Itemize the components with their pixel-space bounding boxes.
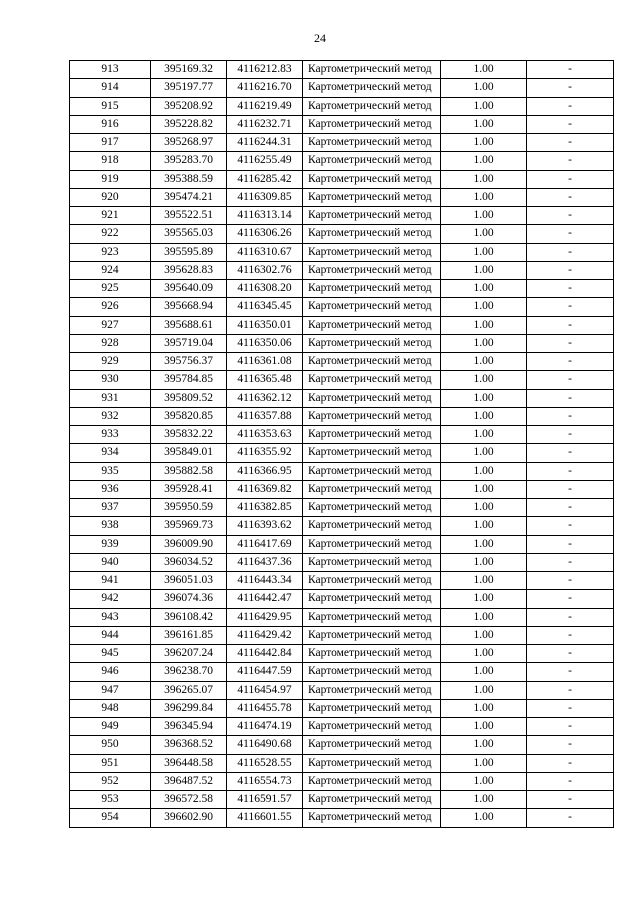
x-coordinate-cell: 396108.42 — [151, 608, 227, 626]
y-coordinate-cell: 4116365.48 — [227, 371, 303, 389]
x-coordinate-cell: 395820.85 — [151, 407, 227, 425]
table-row — [70, 389, 614, 407]
accuracy-cell: 1.00 — [441, 97, 527, 115]
y-coordinate-cell: 4116454.97 — [227, 681, 303, 699]
x-coordinate-cell: 395849.01 — [151, 444, 227, 462]
formula-cell: - — [527, 572, 614, 590]
point-number-cell: 949 — [70, 718, 151, 736]
formula-cell: - — [527, 681, 614, 699]
table-row — [70, 699, 614, 717]
point-number-cell: 931 — [70, 389, 151, 407]
y-coordinate-cell: 4116285.42 — [227, 170, 303, 188]
accuracy-cell: 1.00 — [441, 134, 527, 152]
x-coordinate-cell: 396265.07 — [151, 681, 227, 699]
point-number-cell: 951 — [70, 754, 151, 772]
x-coordinate-cell: 395969.73 — [151, 517, 227, 535]
accuracy-cell: 1.00 — [441, 316, 527, 334]
accuracy-cell: 1.00 — [441, 280, 527, 298]
method-cell: Картометрический метод — [303, 389, 441, 407]
y-coordinate-cell: 4116362.12 — [227, 389, 303, 407]
formula-cell: - — [527, 389, 614, 407]
y-coordinate-cell: 4116417.69 — [227, 535, 303, 553]
method-cell: Картометрический метод — [303, 809, 441, 827]
point-number-cell: 937 — [70, 499, 151, 517]
formula-cell: - — [527, 590, 614, 608]
formula-cell: - — [527, 97, 614, 115]
accuracy-cell: 1.00 — [441, 572, 527, 590]
method-cell: Картометрический метод — [303, 754, 441, 772]
point-number-cell: 936 — [70, 480, 151, 498]
formula-cell: - — [527, 407, 614, 425]
point-number-cell: 913 — [70, 61, 151, 79]
formula-cell: - — [527, 645, 614, 663]
x-coordinate-cell: 396448.58 — [151, 754, 227, 772]
table-row — [70, 188, 614, 206]
accuracy-cell: 1.00 — [441, 225, 527, 243]
method-cell: Картометрический метод — [303, 353, 441, 371]
x-coordinate-cell: 396238.70 — [151, 663, 227, 681]
table-row — [70, 809, 614, 827]
table-row — [70, 517, 614, 535]
accuracy-cell: 1.00 — [441, 608, 527, 626]
table-row — [70, 718, 614, 736]
method-cell: Картометрический метод — [303, 280, 441, 298]
y-coordinate-cell: 4116442.84 — [227, 645, 303, 663]
x-coordinate-cell: 396207.24 — [151, 645, 227, 663]
formula-cell: - — [527, 699, 614, 717]
table-row — [70, 334, 614, 352]
x-coordinate-cell: 395208.92 — [151, 97, 227, 115]
table-row — [70, 115, 614, 133]
x-coordinate-cell: 395928.41 — [151, 480, 227, 498]
x-coordinate-cell: 396161.85 — [151, 626, 227, 644]
table-row — [70, 426, 614, 444]
formula-cell: - — [527, 334, 614, 352]
accuracy-cell: 1.00 — [441, 353, 527, 371]
x-coordinate-cell: 395688.61 — [151, 316, 227, 334]
x-coordinate-cell: 395197.77 — [151, 79, 227, 97]
method-cell: Картометрический метод — [303, 243, 441, 261]
formula-cell: - — [527, 261, 614, 279]
table-row — [70, 280, 614, 298]
x-coordinate-cell: 396051.03 — [151, 572, 227, 590]
y-coordinate-cell: 4116308.20 — [227, 280, 303, 298]
method-cell: Картометрический метод — [303, 188, 441, 206]
accuracy-cell: 1.00 — [441, 535, 527, 553]
x-coordinate-cell: 395668.94 — [151, 298, 227, 316]
table-row — [70, 79, 614, 97]
point-number-cell: 952 — [70, 772, 151, 790]
table-row — [70, 371, 614, 389]
table-row — [70, 353, 614, 371]
y-coordinate-cell: 4116212.83 — [227, 61, 303, 79]
point-number-cell: 943 — [70, 608, 151, 626]
accuracy-cell: 1.00 — [441, 115, 527, 133]
method-cell: Картометрический метод — [303, 444, 441, 462]
x-coordinate-cell: 395388.59 — [151, 170, 227, 188]
table-row — [70, 298, 614, 316]
x-coordinate-cell: 396299.84 — [151, 699, 227, 717]
table-row — [70, 152, 614, 170]
formula-cell: - — [527, 170, 614, 188]
accuracy-cell: 1.00 — [441, 407, 527, 425]
method-cell: Картометрический метод — [303, 316, 441, 334]
method-cell: Картометрический метод — [303, 736, 441, 754]
accuracy-cell: 1.00 — [441, 699, 527, 717]
table-row — [70, 61, 614, 79]
accuracy-cell: 1.00 — [441, 809, 527, 827]
y-coordinate-cell: 4116361.08 — [227, 353, 303, 371]
point-number-cell: 954 — [70, 809, 151, 827]
point-number-cell: 933 — [70, 426, 151, 444]
formula-cell: - — [527, 152, 614, 170]
point-number-cell: 939 — [70, 535, 151, 553]
table-row — [70, 207, 614, 225]
x-coordinate-cell: 395228.82 — [151, 115, 227, 133]
point-number-cell: 946 — [70, 663, 151, 681]
table-row — [70, 170, 614, 188]
table-row — [70, 572, 614, 590]
y-coordinate-cell: 4116353.63 — [227, 426, 303, 444]
method-cell: Картометрический метод — [303, 298, 441, 316]
accuracy-cell: 1.00 — [441, 462, 527, 480]
accuracy-cell: 1.00 — [441, 61, 527, 79]
point-number-cell: 932 — [70, 407, 151, 425]
x-coordinate-cell: 396572.58 — [151, 791, 227, 809]
method-cell: Картометрический метод — [303, 97, 441, 115]
table-row — [70, 663, 614, 681]
point-number-cell: 918 — [70, 152, 151, 170]
accuracy-cell: 1.00 — [441, 517, 527, 535]
accuracy-cell: 1.00 — [441, 207, 527, 225]
table-row — [70, 681, 614, 699]
y-coordinate-cell: 4116528.55 — [227, 754, 303, 772]
table-row — [70, 134, 614, 152]
x-coordinate-cell: 395283.70 — [151, 152, 227, 170]
formula-cell: - — [527, 517, 614, 535]
table-row — [70, 736, 614, 754]
formula-cell: - — [527, 499, 614, 517]
y-coordinate-cell: 4116442.47 — [227, 590, 303, 608]
accuracy-cell: 1.00 — [441, 791, 527, 809]
x-coordinate-cell: 395628.83 — [151, 261, 227, 279]
x-coordinate-cell: 395565.03 — [151, 225, 227, 243]
y-coordinate-cell: 4116369.82 — [227, 480, 303, 498]
method-cell: Картометрический метод — [303, 553, 441, 571]
formula-cell: - — [527, 553, 614, 571]
accuracy-cell: 1.00 — [441, 334, 527, 352]
point-number-cell: 947 — [70, 681, 151, 699]
method-cell: Картометрический метод — [303, 572, 441, 590]
y-coordinate-cell: 4116474.19 — [227, 718, 303, 736]
y-coordinate-cell: 4116382.85 — [227, 499, 303, 517]
y-coordinate-cell: 4116366.95 — [227, 462, 303, 480]
point-number-cell: 923 — [70, 243, 151, 261]
table-row — [70, 608, 614, 626]
method-cell: Картометрический метод — [303, 371, 441, 389]
table-row — [70, 480, 614, 498]
point-number-cell: 920 — [70, 188, 151, 206]
y-coordinate-cell: 4116490.68 — [227, 736, 303, 754]
point-number-cell: 945 — [70, 645, 151, 663]
point-number-cell: 948 — [70, 699, 151, 717]
formula-cell: - — [527, 225, 614, 243]
y-coordinate-cell: 4116310.67 — [227, 243, 303, 261]
y-coordinate-cell: 4116306.26 — [227, 225, 303, 243]
accuracy-cell: 1.00 — [441, 772, 527, 790]
y-coordinate-cell: 4116313.14 — [227, 207, 303, 225]
point-number-cell: 921 — [70, 207, 151, 225]
point-number-cell: 950 — [70, 736, 151, 754]
point-number-cell: 940 — [70, 553, 151, 571]
table-row — [70, 754, 614, 772]
method-cell: Картометрический метод — [303, 225, 441, 243]
formula-cell: - — [527, 207, 614, 225]
formula-cell: - — [527, 480, 614, 498]
formula-cell: - — [527, 736, 614, 754]
method-cell: Картометрический метод — [303, 79, 441, 97]
x-coordinate-cell: 395809.52 — [151, 389, 227, 407]
point-number-cell: 930 — [70, 371, 151, 389]
point-number-cell: 919 — [70, 170, 151, 188]
table-row — [70, 444, 614, 462]
table-row — [70, 626, 614, 644]
point-number-cell: 938 — [70, 517, 151, 535]
method-cell: Картометрический метод — [303, 590, 441, 608]
accuracy-cell: 1.00 — [441, 243, 527, 261]
formula-cell: - — [527, 353, 614, 371]
method-cell: Картометрический метод — [303, 499, 441, 517]
method-cell: Картометрический метод — [303, 207, 441, 225]
point-number-cell: 917 — [70, 134, 151, 152]
y-coordinate-cell: 4116355.92 — [227, 444, 303, 462]
accuracy-cell: 1.00 — [441, 590, 527, 608]
y-coordinate-cell: 4116437.36 — [227, 553, 303, 571]
table-row — [70, 535, 614, 553]
formula-cell: - — [527, 61, 614, 79]
point-number-cell: 929 — [70, 353, 151, 371]
accuracy-cell: 1.00 — [441, 371, 527, 389]
method-cell: Картометрический метод — [303, 407, 441, 425]
point-number-cell: 916 — [70, 115, 151, 133]
point-number-cell: 924 — [70, 261, 151, 279]
table-row — [70, 645, 614, 663]
table-row — [70, 407, 614, 425]
point-number-cell: 926 — [70, 298, 151, 316]
x-coordinate-cell: 395640.09 — [151, 280, 227, 298]
y-coordinate-cell: 4116554.73 — [227, 772, 303, 790]
accuracy-cell: 1.00 — [441, 188, 527, 206]
x-coordinate-cell: 395784.85 — [151, 371, 227, 389]
y-coordinate-cell: 4116357.88 — [227, 407, 303, 425]
method-cell: Картометрический метод — [303, 517, 441, 535]
accuracy-cell: 1.00 — [441, 152, 527, 170]
method-cell: Картометрический метод — [303, 261, 441, 279]
x-coordinate-cell: 395169.32 — [151, 61, 227, 79]
accuracy-cell: 1.00 — [441, 261, 527, 279]
x-coordinate-cell: 396368.52 — [151, 736, 227, 754]
table-row — [70, 791, 614, 809]
method-cell: Картометрический метод — [303, 663, 441, 681]
table-row — [70, 261, 614, 279]
method-cell: Картометрический метод — [303, 681, 441, 699]
formula-cell: - — [527, 298, 614, 316]
formula-cell: - — [527, 718, 614, 736]
accuracy-cell: 1.00 — [441, 736, 527, 754]
x-coordinate-cell: 396345.94 — [151, 718, 227, 736]
y-coordinate-cell: 4116309.85 — [227, 188, 303, 206]
y-coordinate-cell: 4116455.78 — [227, 699, 303, 717]
formula-cell: - — [527, 535, 614, 553]
point-number-cell: 927 — [70, 316, 151, 334]
formula-cell: - — [527, 444, 614, 462]
point-number-cell: 925 — [70, 280, 151, 298]
accuracy-cell: 1.00 — [441, 298, 527, 316]
y-coordinate-cell: 4116255.49 — [227, 152, 303, 170]
y-coordinate-cell: 4116601.55 — [227, 809, 303, 827]
point-number-cell: 935 — [70, 462, 151, 480]
accuracy-cell: 1.00 — [441, 645, 527, 663]
method-cell: Картометрический метод — [303, 791, 441, 809]
x-coordinate-cell: 395474.21 — [151, 188, 227, 206]
point-number-cell: 944 — [70, 626, 151, 644]
x-coordinate-cell: 395719.04 — [151, 334, 227, 352]
formula-cell: - — [527, 772, 614, 790]
point-number-cell: 914 — [70, 79, 151, 97]
x-coordinate-cell: 395882.58 — [151, 462, 227, 480]
x-coordinate-cell: 396009.90 — [151, 535, 227, 553]
table-row — [70, 243, 614, 261]
table-row — [70, 225, 614, 243]
table-row — [70, 553, 614, 571]
formula-cell: - — [527, 316, 614, 334]
formula-cell: - — [527, 115, 614, 133]
method-cell: Картометрический метод — [303, 134, 441, 152]
y-coordinate-cell: 4116345.45 — [227, 298, 303, 316]
point-number-cell: 928 — [70, 334, 151, 352]
method-cell: Картометрический метод — [303, 152, 441, 170]
x-coordinate-cell: 395756.37 — [151, 353, 227, 371]
table-row — [70, 499, 614, 517]
y-coordinate-cell: 4116393.62 — [227, 517, 303, 535]
accuracy-cell: 1.00 — [441, 681, 527, 699]
formula-cell: - — [527, 608, 614, 626]
y-coordinate-cell: 4116443.34 — [227, 572, 303, 590]
formula-cell: - — [527, 280, 614, 298]
accuracy-cell: 1.00 — [441, 389, 527, 407]
formula-cell: - — [527, 371, 614, 389]
accuracy-cell: 1.00 — [441, 553, 527, 571]
method-cell: Картометрический метод — [303, 535, 441, 553]
point-number-cell: 953 — [70, 791, 151, 809]
method-cell: Картометрический метод — [303, 170, 441, 188]
x-coordinate-cell: 396487.52 — [151, 772, 227, 790]
accuracy-cell: 1.00 — [441, 499, 527, 517]
y-coordinate-cell: 4116591.57 — [227, 791, 303, 809]
point-number-cell: 941 — [70, 572, 151, 590]
formula-cell: - — [527, 754, 614, 772]
y-coordinate-cell: 4116244.31 — [227, 134, 303, 152]
table-row — [70, 462, 614, 480]
accuracy-cell: 1.00 — [441, 426, 527, 444]
y-coordinate-cell: 4116447.59 — [227, 663, 303, 681]
method-cell: Картометрический метод — [303, 699, 441, 717]
method-cell: Картометрический метод — [303, 115, 441, 133]
y-coordinate-cell: 4116429.95 — [227, 608, 303, 626]
y-coordinate-cell: 4116232.71 — [227, 115, 303, 133]
formula-cell: - — [527, 79, 614, 97]
accuracy-cell: 1.00 — [441, 718, 527, 736]
x-coordinate-cell: 396074.36 — [151, 590, 227, 608]
x-coordinate-cell: 395950.59 — [151, 499, 227, 517]
coordinates-table — [69, 60, 614, 828]
accuracy-cell: 1.00 — [441, 663, 527, 681]
accuracy-cell: 1.00 — [441, 626, 527, 644]
accuracy-cell: 1.00 — [441, 754, 527, 772]
accuracy-cell: 1.00 — [441, 79, 527, 97]
y-coordinate-cell: 4116350.01 — [227, 316, 303, 334]
method-cell: Картометрический метод — [303, 61, 441, 79]
y-coordinate-cell: 4116216.70 — [227, 79, 303, 97]
y-coordinate-cell: 4116302.76 — [227, 261, 303, 279]
page-number: 24 — [314, 31, 326, 45]
formula-cell: - — [527, 791, 614, 809]
method-cell: Картометрический метод — [303, 718, 441, 736]
formula-cell: - — [527, 243, 614, 261]
formula-cell: - — [527, 626, 614, 644]
table-row — [70, 590, 614, 608]
formula-cell: - — [527, 188, 614, 206]
point-number-cell: 934 — [70, 444, 151, 462]
coordinates-table-body — [70, 61, 614, 828]
y-coordinate-cell: 4116429.42 — [227, 626, 303, 644]
y-coordinate-cell: 4116219.49 — [227, 97, 303, 115]
formula-cell: - — [527, 462, 614, 480]
x-coordinate-cell: 395595.89 — [151, 243, 227, 261]
table-row — [70, 316, 614, 334]
table-row — [70, 97, 614, 115]
x-coordinate-cell: 395522.51 — [151, 207, 227, 225]
x-coordinate-cell: 396602.90 — [151, 809, 227, 827]
accuracy-cell: 1.00 — [441, 170, 527, 188]
point-number-cell: 922 — [70, 225, 151, 243]
y-coordinate-cell: 4116350.06 — [227, 334, 303, 352]
accuracy-cell: 1.00 — [441, 444, 527, 462]
method-cell: Картометрический метод — [303, 626, 441, 644]
formula-cell: - — [527, 809, 614, 827]
formula-cell: - — [527, 134, 614, 152]
formula-cell: - — [527, 663, 614, 681]
point-number-cell: 942 — [70, 590, 151, 608]
x-coordinate-cell: 395268.97 — [151, 134, 227, 152]
point-number-cell: 915 — [70, 97, 151, 115]
method-cell: Картометрический метод — [303, 334, 441, 352]
table-row — [70, 772, 614, 790]
accuracy-cell: 1.00 — [441, 480, 527, 498]
method-cell: Картометрический метод — [303, 645, 441, 663]
method-cell: Картометрический метод — [303, 426, 441, 444]
method-cell: Картометрический метод — [303, 462, 441, 480]
formula-cell: - — [527, 426, 614, 444]
method-cell: Картометрический метод — [303, 772, 441, 790]
x-coordinate-cell: 396034.52 — [151, 553, 227, 571]
x-coordinate-cell: 395832.22 — [151, 426, 227, 444]
method-cell: Картометрический метод — [303, 608, 441, 626]
method-cell: Картометрический метод — [303, 480, 441, 498]
